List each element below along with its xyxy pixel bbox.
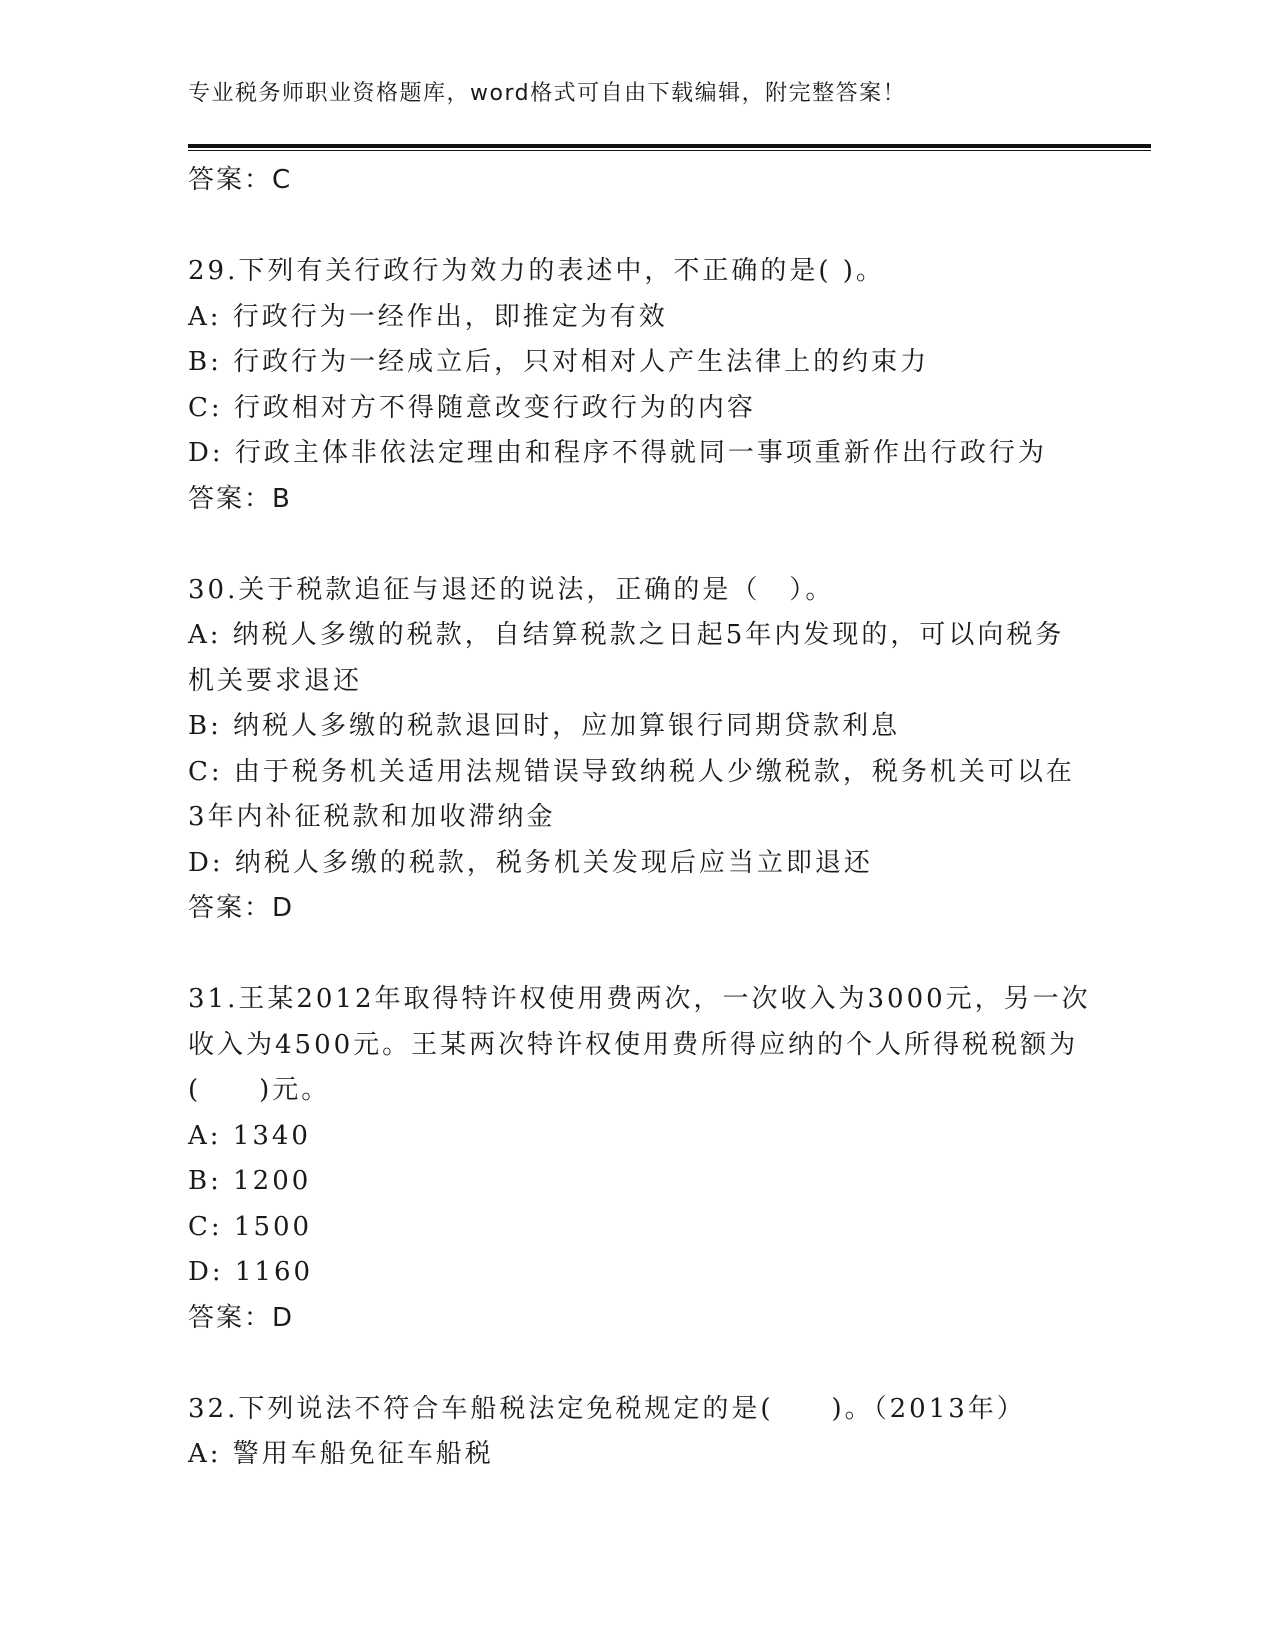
spacer — [188, 1341, 1088, 1387]
question-stem: 31.王某2012年取得特许权使用费两次，一次收入为3000元，另一次 — [188, 984, 1091, 1014]
option-a: A: 警用车船免征车船税 — [188, 1439, 494, 1469]
option-c: C: 1500 — [188, 1211, 313, 1242]
question-stem: 32.下列说法不符合车船税法定免税规定的是( )。（2013年） — [188, 1393, 1026, 1424]
answer: 答案：D — [188, 1302, 295, 1333]
option-b: B: 纳税人多缴的税款退回时，应加算银行同期贷款利息 — [188, 711, 901, 741]
question-30 — [188, 568, 1088, 932]
option-a: A: 1340 — [188, 1120, 311, 1151]
option-a: A: 行政行为一经作出，即推定为有效 — [188, 301, 668, 332]
spacer — [188, 204, 1088, 250]
option-b: B: 1200 — [188, 1166, 312, 1196]
page-header: 专业税务师职业资格题库，word格式可自由下载编辑，附完整答案！ — [188, 81, 907, 106]
question-32 — [188, 1387, 1088, 1478]
question-31 — [188, 977, 1091, 1341]
question-stem-cont: 收入为4500元。王某两次特许权使用费所得应纳的个人所得税税额为 — [188, 1029, 1079, 1060]
option-c: C: 行政相对方不得随意改变行政行为的内容 — [188, 392, 756, 423]
question-list — [188, 158, 1091, 1478]
answer: 答案：B — [188, 483, 292, 514]
header-divider-thin — [188, 150, 1151, 151]
spacer — [188, 522, 1088, 568]
option-a-cont: 机关要求退还 — [188, 665, 363, 696]
option-a: A: 纳税人多缴的税款，自结算税款之日起5年内发现的，可以向税务 — [188, 620, 1065, 650]
question-stem: 30.关于税款追征与退还的说法，正确的是（ ）。 — [188, 574, 835, 605]
question-29 — [188, 249, 1088, 522]
option-d: D: 纳税人多缴的税款，税务机关发现后应当立即退还 — [188, 847, 873, 878]
option-c-cont: 3年内补征税款和加收滞纳金 — [188, 802, 556, 832]
spacer — [188, 932, 1088, 978]
option-d: D: 行政主体非依法定理由和程序不得就同一事项重新作出行政行为 — [188, 438, 1047, 468]
previous-answer: 答案：C — [188, 165, 293, 195]
option-d: D: 1160 — [188, 1257, 314, 1287]
question-stem-cont: ( )元。 — [188, 1075, 331, 1105]
option-c: C: 由于税务机关适用法规错误导致纳税人少缴税款，税务机关可以在 — [188, 756, 1075, 787]
option-b: B: 行政行为一经成立后，只对相对人产生法律上的约束力 — [188, 347, 930, 377]
question-stem: 29.下列有关行政行为效力的表述中，不正确的是( )。 — [188, 256, 885, 286]
answer: 答案：D — [188, 893, 295, 923]
header-divider — [188, 144, 1151, 148]
